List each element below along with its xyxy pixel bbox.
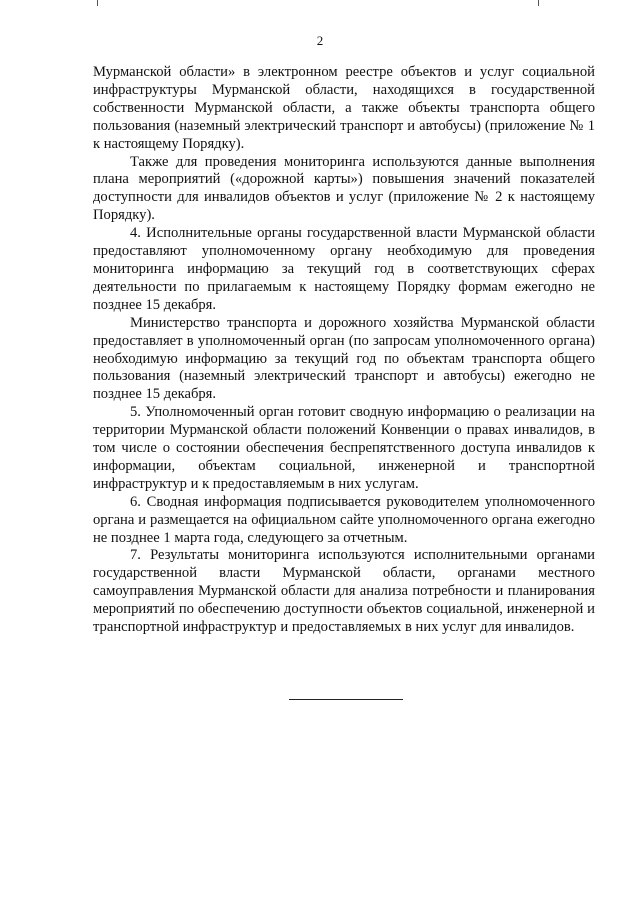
- paragraph-item-4: 4. Исполнительные органы государственной власти Мурманской области предоставляют уполномоченному органу необходимую для проведения мониторинга информацию за текущий год в соответствующих сферах деятельности по прилагаемым к настоящему Порядку формам ежегодно не позднее 15 декабря.: [93, 225, 595, 313]
- page-number: 2: [316, 33, 324, 48]
- paragraph-item-6: 6. Сводная информация подписывается руководителем уполномоченного органа и размещается на официальном сайте уполномоченного органа ежегодно не позднее 1 марта года, следующего за отчетным.: [93, 493, 595, 546]
- paragraph-monitoring-data: Также для проведения мониторинга используются данные выполнения плана мероприятий («дорожной карты») повышения значений показателей доступности для инвалидов объектов и услуг (приложение № 2 к настоящему Порядку).: [93, 153, 595, 224]
- paragraph-item-5: 5. Уполномоченный орган готовит сводную информацию о реализации на территории Мурманской области положений Конвенции о правах инвалидов, в том числе о состоянии обеспечения беспрепятственного доступа инвалидов к информации, объектам социальной, инженерной и транспортной инфраструктур и к предоставляемым в них услугам.: [93, 404, 595, 492]
- scan-mark-left: [97, 0, 98, 6]
- paragraph-ministry-transport: Министерство транспорта и дорожного хозяйства Мурманской области предоставляет в уполномоченный орган (по запросам уполномоченного органа) необходимую информацию за текущий год по объектам транспорта общего пользования (наземный электрический транспорт и автобусы) ежегодно не позднее 15 декабря.: [93, 314, 595, 403]
- paragraph-continuation: Мурманской области» в электронном реестре объектов и услуг социальной инфраструктуры Мурманской области, находящихся в государственной собственности Мурманской области, а также объекты транспорта общего пользования (наземный электрический транспорт и автобусы) (приложение № 1 к настоящему Порядку).: [93, 64, 595, 152]
- closing-rule: [289, 699, 403, 700]
- paragraph-item-7: 7. Результаты мониторинга используются исполнительными органами государственной власти Мурманской области, органами местного самоуправления Мурманской области для анализа потребности и планирования мероприятий по обеспечению доступности объектов социальной, инженерной и транспортной инфраструктур и предоставляемых в них услуг для инвалидов.: [93, 547, 595, 636]
- document-body: [93, 64, 595, 637]
- scan-mark-right: [538, 0, 539, 6]
